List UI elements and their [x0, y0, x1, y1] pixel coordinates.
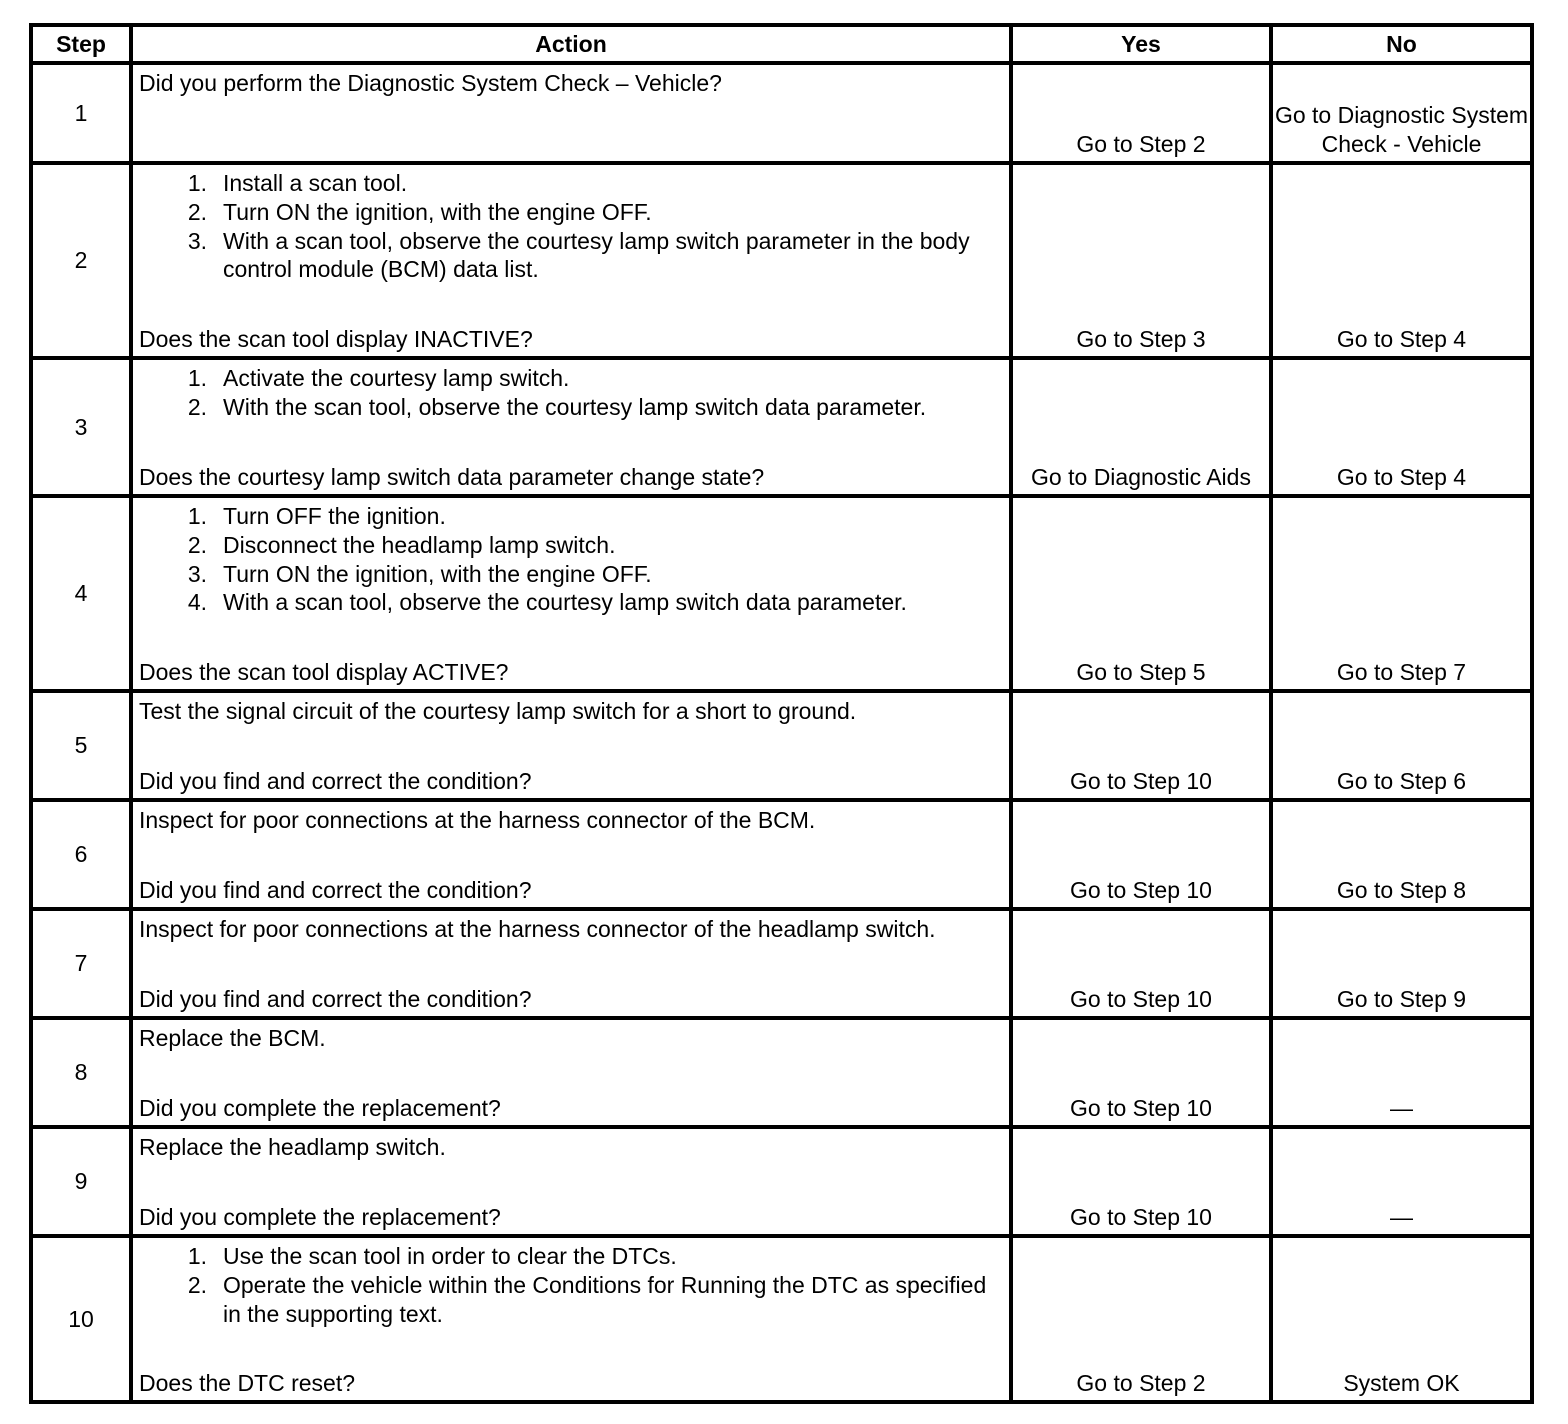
no-cell: Go to Step 6: [1271, 691, 1532, 800]
step-number: 5: [31, 691, 131, 800]
yes-cell: Go to Step 5: [1011, 496, 1271, 691]
action-question: Did you find and correct the condition?: [139, 877, 532, 904]
step-number: 7: [31, 909, 131, 1018]
yes-cell: Go to Step 2: [1011, 1236, 1271, 1402]
action-question: Does the scan tool display INACTIVE?: [139, 326, 533, 353]
yes-cell: Go to Step 2: [1011, 63, 1271, 163]
action-cell: [131, 1018, 1011, 1127]
table-row: [31, 1236, 1532, 1402]
table-row: [31, 496, 1532, 691]
diagnostic-table: [29, 23, 1534, 1404]
action-cell: [131, 163, 1011, 358]
action-steps: [139, 1242, 1003, 1328]
table-row: [31, 1018, 1532, 1127]
list-item: 2. Operate the vehicle within the Conditions for Running the DTC as specified in the supporting text.: [187, 1271, 987, 1327]
step-number: 9: [31, 1127, 131, 1236]
yes-cell: Go to Step 3: [1011, 163, 1271, 358]
no-cell: Go to Step 7: [1271, 496, 1532, 691]
list-item: 4. With a scan tool, observe the courtesy lamp switch data parameter.: [187, 589, 907, 616]
table-row: [31, 691, 1532, 800]
step-number: 10: [31, 1236, 131, 1402]
action-steps: [139, 169, 1003, 284]
no-cell: Go to Diagnostic System Check - Vehicle: [1271, 63, 1532, 163]
step-number: 6: [31, 800, 131, 909]
action-intro: Did you perform the Diagnostic System Check – Vehicle?: [139, 70, 722, 96]
action-intro: Replace the headlamp switch.: [139, 1134, 446, 1160]
action-question: Does the scan tool display ACTIVE?: [139, 659, 509, 686]
yes-cell: Go to Step 10: [1011, 1018, 1271, 1127]
action-question: Does the DTC reset?: [139, 1370, 356, 1397]
action-question: Does the courtesy lamp switch data parameter change state?: [139, 464, 765, 491]
action-question: Did you complete the replacement?: [139, 1095, 501, 1122]
step-number: 4: [31, 496, 131, 691]
action-question: Did you find and correct the condition?: [139, 768, 532, 795]
header-action: Action: [131, 25, 1011, 63]
no-cell: Go to Step 8: [1271, 800, 1532, 909]
action-intro: Replace the BCM.: [139, 1025, 326, 1051]
yes-cell: Go to Diagnostic Aids: [1011, 358, 1271, 496]
list-item: 2. With the scan tool, observe the courtesy lamp switch data parameter.: [187, 393, 927, 420]
no-cell: System OK: [1271, 1236, 1532, 1402]
step-number: 1: [31, 63, 131, 163]
yes-cell: Go to Step 10: [1011, 691, 1271, 800]
yes-cell: Go to Step 10: [1011, 800, 1271, 909]
table-row: [31, 909, 1532, 1018]
action-intro: Test the signal circuit of the courtesy lamp switch for a short to ground.: [139, 698, 857, 724]
list-item: 3. Turn ON the ignition, with the engine OFF.: [187, 560, 652, 587]
no-cell: Go to Step 4: [1271, 358, 1532, 496]
action-question: Did you find and correct the condition?: [139, 986, 532, 1013]
no-cell: —: [1271, 1127, 1532, 1236]
step-number: 3: [31, 358, 131, 496]
action-question: Did you complete the replacement?: [139, 1204, 501, 1231]
header-no: No: [1271, 25, 1532, 63]
table-row: [31, 163, 1532, 358]
no-cell: —: [1271, 1018, 1532, 1127]
action-cell: [131, 691, 1011, 800]
list-item: 1. Use the scan tool in order to clear the DTCs.: [187, 1243, 677, 1269]
list-item: 1. Install a scan tool.: [187, 170, 408, 196]
header-step: Step: [31, 25, 131, 63]
table-row: [31, 800, 1532, 909]
action-steps: [139, 364, 1003, 422]
header-yes: Yes: [1011, 25, 1271, 63]
list-item: 1. Turn OFF the ignition.: [187, 503, 446, 529]
list-item: 2. Turn ON the ignition, with the engine OFF.: [187, 198, 652, 225]
table-row: [31, 1127, 1532, 1236]
action-intro: Inspect for poor connections at the harness connector of the BCM.: [139, 807, 816, 833]
list-item: 2. Disconnect the headlamp lamp switch.: [187, 531, 616, 558]
yes-cell: Go to Step 10: [1011, 909, 1271, 1018]
list-item: 3. With a scan tool, observe the courtesy lamp switch parameter in the body control module (BCM) data list.: [187, 227, 970, 283]
action-cell: [131, 358, 1011, 496]
action-cell: [131, 63, 1011, 163]
step-number: 2: [31, 163, 131, 358]
yes-cell: Go to Step 10: [1011, 1127, 1271, 1236]
action-cell: [131, 1236, 1011, 1402]
action-steps: [139, 502, 1003, 617]
table-row: [31, 63, 1532, 163]
action-cell: [131, 1127, 1011, 1236]
action-cell: [131, 800, 1011, 909]
table-row: [31, 358, 1532, 496]
action-intro: Inspect for poor connections at the harness connector of the headlamp switch.: [139, 916, 936, 942]
header-row: [31, 25, 1532, 63]
no-cell: Go to Step 9: [1271, 909, 1532, 1018]
action-cell: [131, 909, 1011, 1018]
no-cell: Go to Step 4: [1271, 163, 1532, 358]
action-cell: [131, 496, 1011, 691]
step-number: 8: [31, 1018, 131, 1127]
list-item: 1. Activate the courtesy lamp switch.: [187, 365, 570, 391]
